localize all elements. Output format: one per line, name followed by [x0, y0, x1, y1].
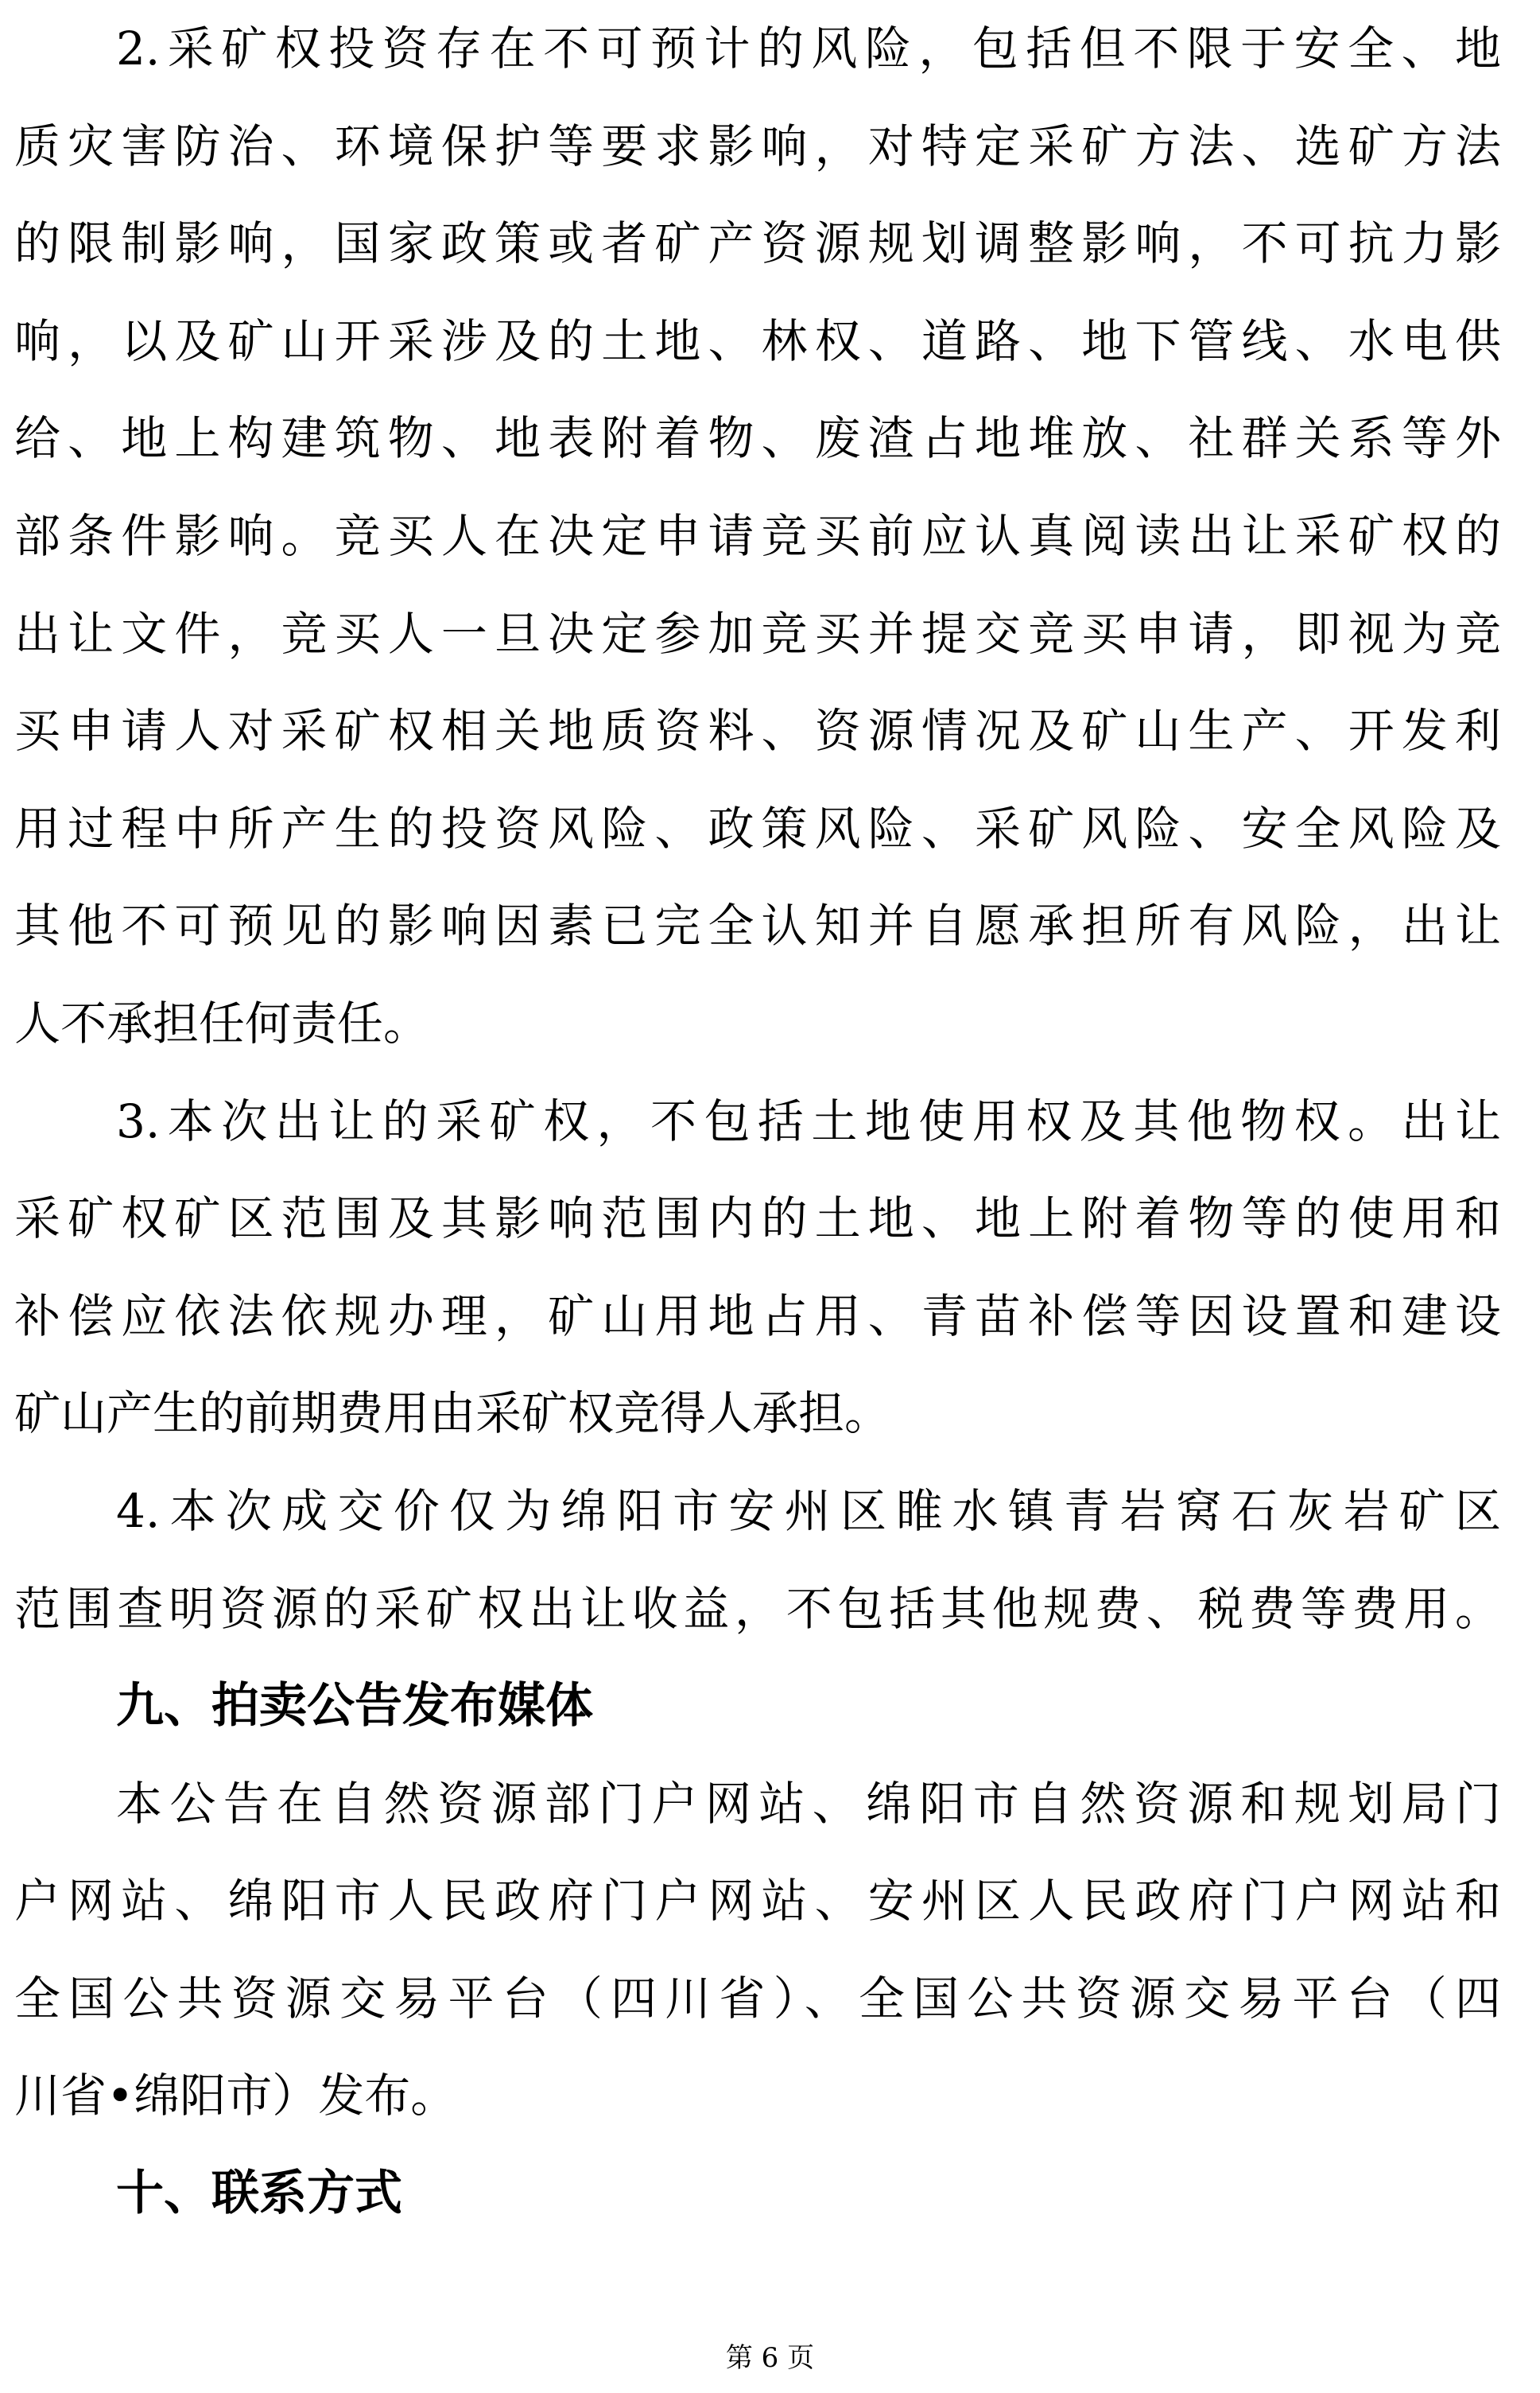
- paragraph-line: 出让文件，竞买人一旦决定参加竞买并提交竞买申请，即视为竞: [14, 606, 1501, 661]
- paragraph-line: 人不承担任何责任。: [14, 996, 430, 1051]
- paragraph-line: 质灾害防治、环境保护等要求影响，对特定采矿方法、选矿方法: [14, 118, 1501, 173]
- paragraph-line: 川省•绵阳市）发布。: [14, 2069, 457, 2123]
- paragraph-line: 部条件影响。竞买人在决定申请竞买前应认真阅读出让采矿权的: [14, 508, 1501, 563]
- section-heading-contact: 十、联系方式: [116, 2166, 402, 2222]
- paragraph-line: 2.采矿权投资存在不可预计的风险，包括但不限于安全、地: [116, 21, 1501, 76]
- paragraph-line: 买申请人对采矿权相关地质资料、资源情况及矿山生产、开发利: [14, 704, 1501, 759]
- section-heading-media: 九、拍卖公告发布媒体: [116, 1678, 593, 1735]
- paragraph-line: 矿山产生的前期费用由采矿权竞得人承担。: [14, 1386, 891, 1441]
- paragraph-line: 户网站、绵阳市人民政府门户网站、安州区人民政府门户网站和: [14, 1874, 1501, 1929]
- paragraph-line: 全国公共资源交易平台（四川省）、全国公共资源交易平台（四: [14, 1971, 1501, 2026]
- paragraph-line: 范围查明资源的采矿权出让收益，不包括其他规费、税费等费用。: [14, 1581, 1501, 1636]
- paragraph-line: 用过程中所产生的投资风险、政策风险、采矿风险、安全风险及: [14, 801, 1501, 856]
- paragraph-line: 补偿应依法依规办理，矿山用地占用、青苗补偿等因设置和建设: [14, 1288, 1501, 1343]
- paragraph-line: 其他不可预见的影响因素已完全认知并自愿承担所有风险，出让: [14, 899, 1501, 954]
- body-text: [14, 0, 1501, 2243]
- page-number: 第 6 页: [725, 2342, 815, 2374]
- paragraph-line: 响，以及矿山开采涉及的土地、林权、道路、地下管线、水电供: [14, 313, 1501, 368]
- paragraph-line: 采矿权矿区范围及其影响范围内的土地、地上附着物等的使用和: [14, 1191, 1501, 1246]
- paragraph-line: 3.本次出让的采矿权，不包括土地使用权及其他物权。出让: [116, 1094, 1501, 1148]
- paragraph-line: 本公告在自然资源部门户网站、绵阳市自然资源和规划局门: [116, 1776, 1501, 1831]
- paragraph-line: 4.本次成交价仅为绵阳市安州区睢水镇青岩窝石灰岩矿区: [116, 1483, 1501, 1538]
- paragraph-line: 给、地上构建筑物、地表附着物、废渣占地堆放、社群关系等外: [14, 411, 1501, 466]
- paragraph-line: 的限制影响，国家政策或者矿产资源规划调整影响，不可抗力影: [14, 216, 1501, 271]
